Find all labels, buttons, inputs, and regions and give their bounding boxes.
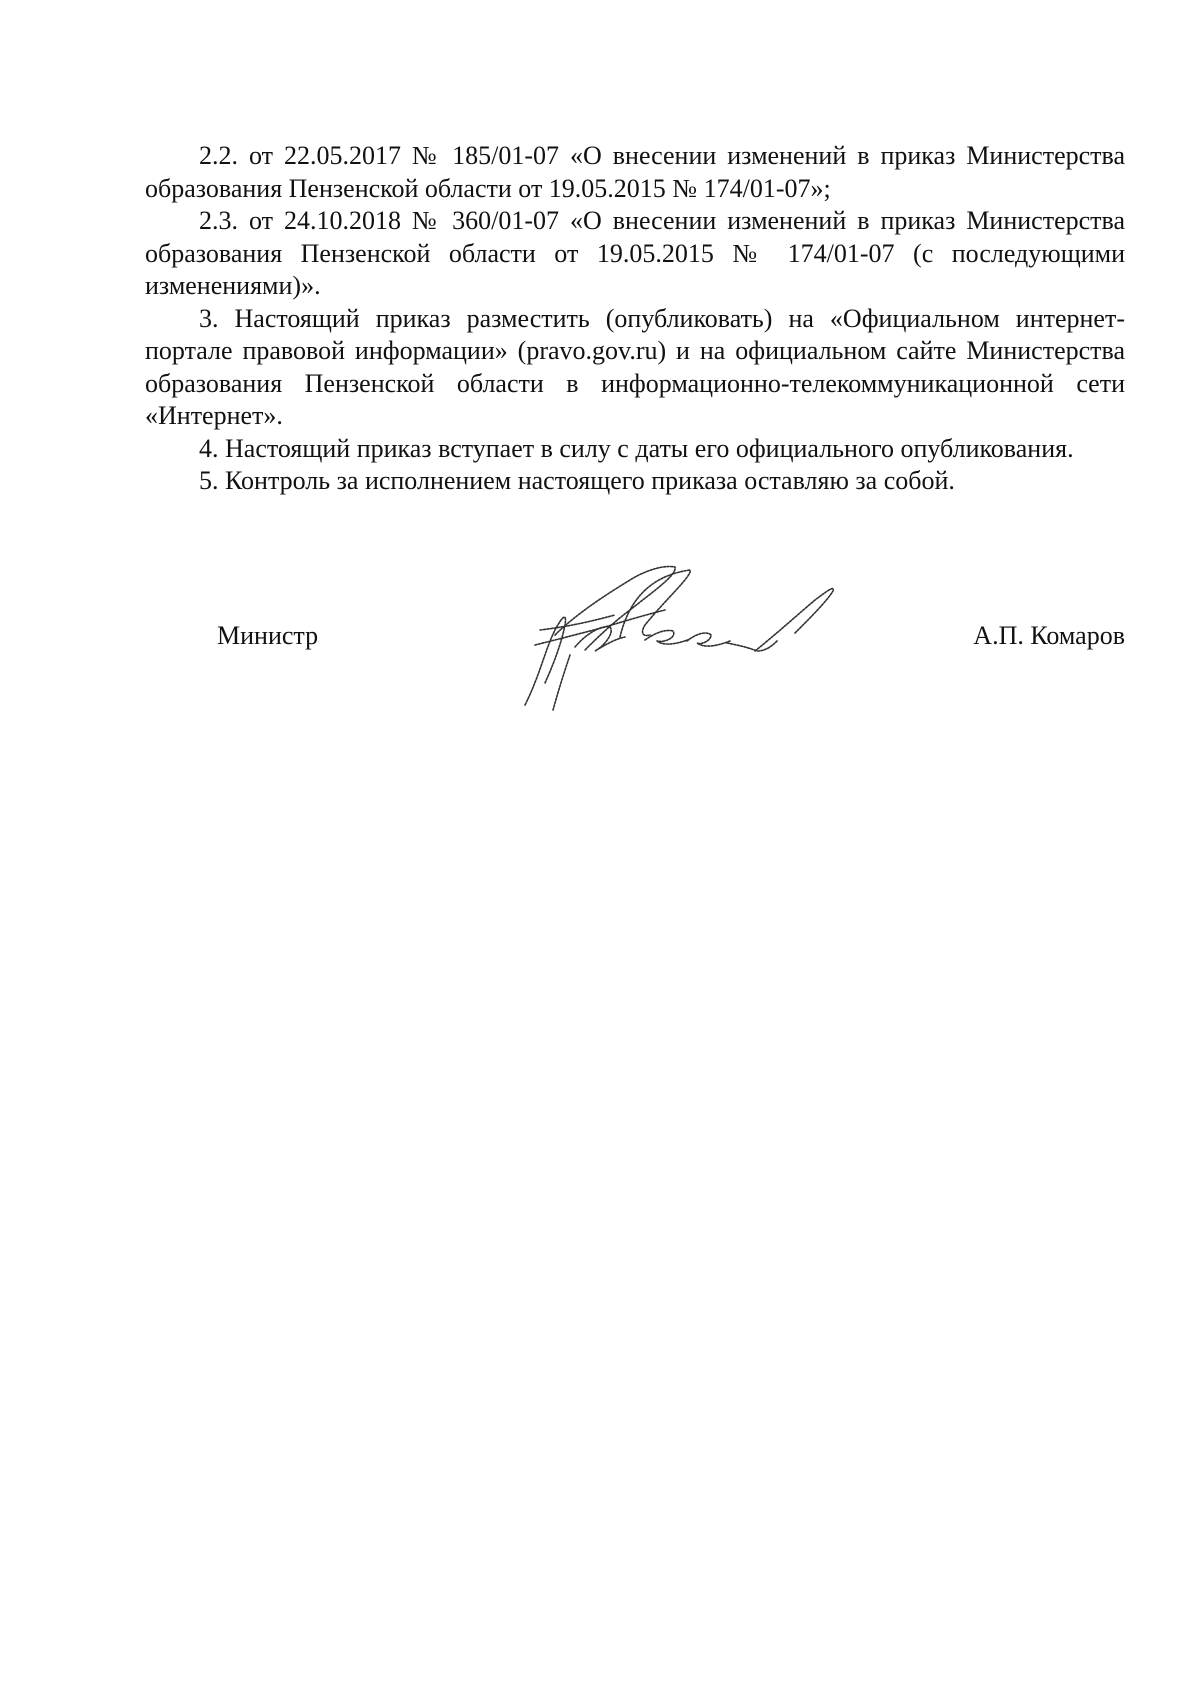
paragraph-3: 3. Настоящий приказ разместить (опубликовать) на «Официальном интернет-портале правовой информации» (pravo.gov.ru) и на официальном сайте Министерства образования Пензенской области в информационно-телекоммуникационной сети «Интернет». bbox=[145, 303, 1125, 430]
signatory-title: Министр bbox=[217, 621, 319, 650]
paragraph-4: 4. Настоящий приказ вступает в силу с даты его официального опубликования. bbox=[199, 433, 1074, 463]
paragraph-2-2: 2.2. от 22.05.2017 № 185/01-07 «О внесении изменений в приказ Министерства образования Пензенской области от 19.05.2015 № 174/01-07»; bbox=[145, 141, 1125, 203]
signature-block bbox=[145, 555, 1125, 725]
signatory-name: А.П. Комаров bbox=[973, 621, 1125, 650]
paragraph-5: 5. Контроль за исполнением настоящего приказа оставляю за собой. bbox=[199, 466, 955, 495]
document-body bbox=[145, 140, 1125, 498]
handwritten-signature-icon bbox=[515, 555, 845, 725]
paragraph-2-3: 2.3. от 24.10.2018 № 360/01-07 «О внесении изменений в приказ Министерства образования Пензенской области от 19.05.2015 № 174/01-07 (с последующими изменениями)». bbox=[145, 206, 1125, 300]
